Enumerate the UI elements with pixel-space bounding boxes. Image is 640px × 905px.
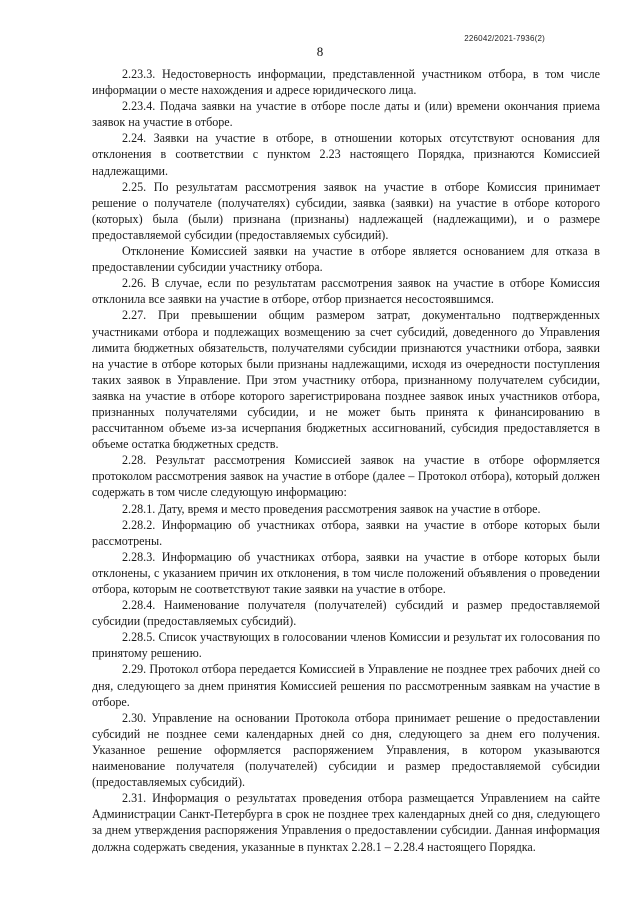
page-number: 8 (316, 44, 324, 59)
paragraph-2-28-5: 2.28.5. Список участвующих в голосовании членов Комиссии и результат их голосования по принятому решению. (92, 630, 600, 661)
document-body (92, 66, 600, 855)
paragraph-2-28-4: 2.28.4. Наименование получателя (получателей) субсидий и размер предоставляемой субсидии (предоставляемых субсидий). (92, 598, 600, 629)
paragraph-2-23-4: 2.23.4. Подача заявки на участие в отборе после даты и (или) времени окончания приема заявок на участие в отборе. (92, 99, 600, 130)
paragraph-2-28-3: 2.28.3. Информацию об участниках отбора, заявки на участие в отборе которых были отклонены, с указанием причин их отклонения, в том числе положений объявления о проведении отбора, которым не соответствуют такие заявки на участие в отборе. (92, 549, 600, 596)
paragraph-2-27: 2.27. При превышении общим размером затрат, документально подтвержденных участниками отбора и подлежащих возмещению за счет субсидий, доведенного до Управления лимита бюджетных обязательств, получателями субсидии признаются участники отбора, заявки на участие в отборе которых были признаны надлежащими, исходя из очередности поступления таких заявок в Управление. При этом участнику отбора, признанному получателем субсидии, заявка на участие в отборе которого зарегистрирована позднее заявок иных участников отбора, признанных получателями субсидии, и не может быть принята к финансированию в рассчитанном объеме из-за исчерпания бюджетных ассигнований, субсидия предоставляется в объеме остатка бюджетных средств. (92, 308, 600, 452)
paragraph-2-25: 2.25. По результатам рассмотрения заявок на участие в отборе Комиссия принимает решение о получателе (получателях) субсидии, заявка (заявки) на участие в отборе которого (которых) была (были) признана (признаны) надлежащей (надлежащими), и о размере предоставляемой субсидии (предоставляемых субсидий). (92, 179, 600, 242)
paragraph-2-30: 2.30. Управление на основании Протокола отбора принимает решение о предоставлении субсидий не позднее семи календарных дней со дня, следующего за днем его получения. Указанное решение оформляется распоряжением Управления, в котором указываются наименование получателя (получателей) субсидии и размер предоставляемой субсидии (предоставляемых субсидий). (92, 710, 600, 790)
paragraph-2-29: 2.29. Протокол отбора передается Комиссией в Управление не позднее трех рабочих дней со дня, следующего за днем принятия Комиссией решения по рассмотренным заявкам на участие в отборе. (92, 662, 600, 709)
paragraph-2-31: 2.31. Информация о результатах проведения отбора размещается Управлением на сайте Администрации Санкт-Петербурга в срок не позднее трех календарных дней со дня, следующего за днем утверждения распоряжения Управления о предоставлении субсидии. Данная информация должна содержать сведения, указанные в пунктах 2.28.1 – 2.28.4 настоящего Порядка. (92, 791, 600, 854)
paragraph-2-28-2: 2.28.2. Информацию об участниках отбора, заявки на участие в отборе которых были рассмотрены. (92, 517, 600, 548)
paragraph-2-23-3: 2.23.3. Недостоверность информации, представленной участником отбора, в том числе информации о месте нахождения и адресе юридического лица. (92, 67, 600, 98)
paragraph-2-24: 2.24. Заявки на участие в отборе, в отношении которых отсутствуют основания для отклонения в соответствии с пунктом 2.23 настоящего Порядка, признаются Комиссией надлежащими. (92, 131, 600, 178)
paragraph-2-28: 2.28. Результат рассмотрения Комиссией заявок на участие в отборе оформляется протоколом рассмотрения заявок на участие в отборе (далее – Протокол отбора), который должен содержать в том числе следующую информацию: (92, 453, 600, 500)
paragraph-2-25-rejection: Отклонение Комиссией заявки на участие в отборе является основанием для отказа в предоставлении субсидии участнику отбора. (92, 244, 600, 275)
paragraph-2-26: 2.26. В случае, если по результатам рассмотрения заявок на участие в отборе Комиссия отклонила все заявки на участие в отборе, отбор признается несостоявшимся. (92, 276, 600, 307)
paragraph-2-28-1: 2.28.1. Дату, время и место проведения рассмотрения заявок на участие в отборе. (122, 501, 541, 516)
document-registration-code: 226042/2021-7936(2) (464, 34, 545, 43)
